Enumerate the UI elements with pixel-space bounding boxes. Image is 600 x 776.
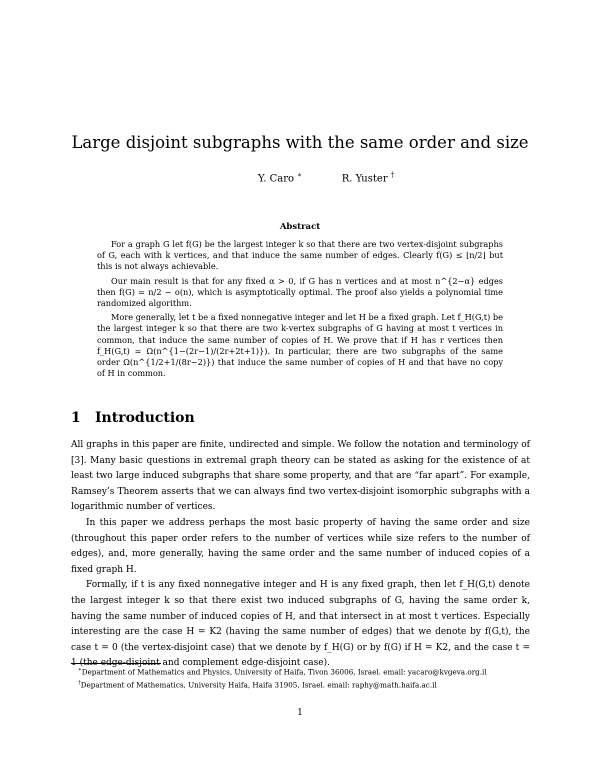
section-heading <box>71 410 195 426</box>
footnote-text: Department of Mathematics, University Haifa, Haifa 31905, Israel. email: raphy@math.haifa.ac.il <box>80 680 437 690</box>
abstract-paragraph: More generally, let t be a fixed nonnegative integer and let H be a fixed graph. Let f_H(G,t) be the largest integer k so that there are two k-vertex subgraphs of G having at most t vertices in common, that induce the same number of copies of H. We prove that if H has r vertices then f_H(G,t) = Ω(n^{1−(2r−1)/(2r+2t+1)}). In particular, there are two subgraphs of the same order Ω(n^{1/2+1/(8r−2)}) that induce the same number of copies of H and that have no copy of H in common. <box>97 312 503 379</box>
footnote-mark: ∗ <box>78 667 82 673</box>
footnote-yuster <box>78 678 538 691</box>
body-paragraph: All graphs in this paper are finite, undirected and simple. We follow the notation and terminology of [3]. Many basic questions in extremal graph theory can be stated as asking for the existence of at least two large induced subgraphs that share some property, and that are “far apart”. For example, Ramsey’s Theorem asserts that we can always find two vertex-disjoint isomorphic subgraphs with a logarithmic number of vertices. <box>71 440 530 513</box>
page-number: 1 <box>297 708 303 718</box>
footnote-mark: † <box>78 679 81 686</box>
footnotes <box>78 665 538 691</box>
introduction-body <box>71 438 530 672</box>
abstract-heading: Abstract <box>279 222 321 232</box>
author-caro <box>250 171 310 184</box>
footnote-caro <box>78 665 538 678</box>
body-paragraph: Formally, if t is any fixed nonnegative integer and H is any fixed graph, then let f_H(G,t) denote the largest integer k so that there exist two induced subgraphs of G, having the same order k, having the same number of induced copies of H, and that intersect in at most t vertices. Especially interesting are the case H = K2 (having the same number of edges) that we denote by f(G,t), the case t = 0 (the vertex-disjoint case) that we denote by f_H(G) or by f(G) if H = K2, and the case t = 1 (the edge-disjoint and complement edge-disjoint case). <box>71 580 530 669</box>
abstract <box>97 239 503 382</box>
author-footnote-mark: ∗ <box>297 171 303 179</box>
body-paragraph: In this paper we address perhaps the most basic property of having the same order and size (throughout this paper order refers to the number of vertices while size refers to the number of edges), and, more generally, having the same order and the same number of induced copies of a fixed graph H. <box>71 517 530 575</box>
section-title: Introduction <box>95 410 195 426</box>
author-name: R. Yuster <box>341 173 388 185</box>
footnote-rule <box>71 663 161 664</box>
abstract-paragraph: Our main result is that for any fixed α > 0, if G has n vertices and at most n^{2−α} edges then f(G) = n/2 − o(n), which is asymptotically optimal. The proof also yields a polynomial time randomized algorithm. <box>97 275 503 309</box>
author-footnote-mark: † <box>390 171 395 179</box>
abstract-paragraph: For a graph G let f(G) be the largest integer k so that there are two vertex-disjoint subgraphs of G, each with k vertices, and that induce the same number of edges. Clearly f(G) ≤ ⌊n/2⌋ but this is not always achievable. <box>97 239 503 272</box>
paper-title: Large disjoint subgraphs with the same order and size <box>71 133 529 152</box>
section-number: 1 <box>71 410 81 426</box>
author-yuster <box>338 171 398 184</box>
footnote-text: Department of Mathematics and Physics, University of Haifa, Tivon 36006, Israel. email: yacaro@kvgeva.org.il <box>81 667 487 677</box>
author-name: Y. Caro <box>257 173 295 185</box>
